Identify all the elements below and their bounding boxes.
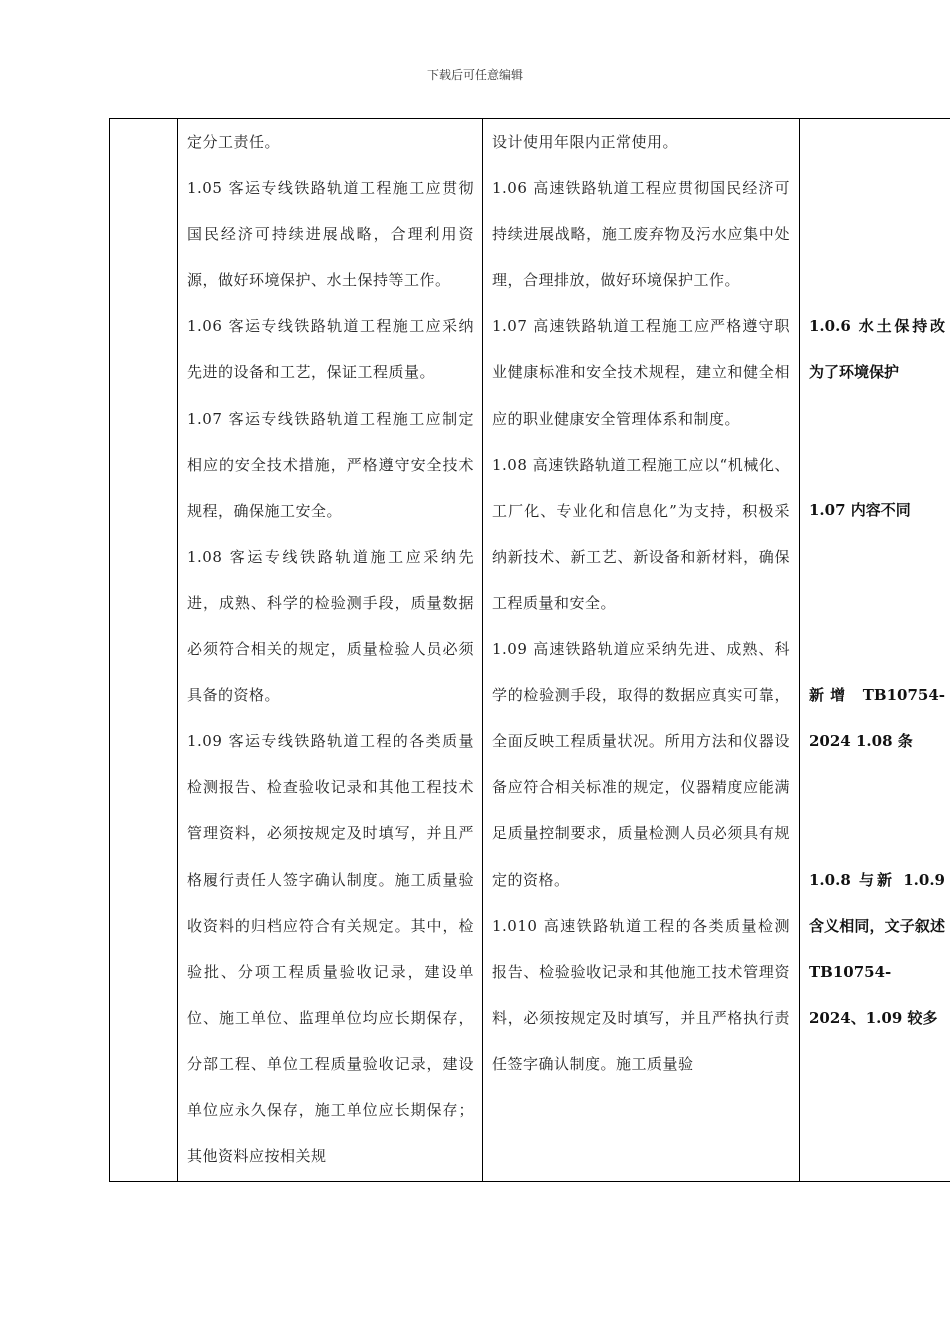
new-clause: 1.08 高速铁路轨道工程施工应以“机械化、工厂化、专业化和信息化”为支持，积极采纳新技术、新工艺、新设备和新材料，确保工程质量和安全。 <box>492 455 790 612</box>
new-clause: 设计使用年限内正常使用。 <box>492 133 679 151</box>
old-clause: 1.06 客运专线铁路轨道工程施工应采纳先进的设备和工艺，保证工程质量。 <box>187 317 474 382</box>
old-clause: 1.09 客运专线铁路轨道工程的各类质量检测报告、检查验收记录和其他工程技术管理资料，必须按规定及时填写，并且严格履行责任人签字确认制度。施工质量验收资料的归档应符合有关规定。其中，检验批、分项工程质量验收记录，建设单位、施工单位、监理单位均应长期保存，分部工程、单位工程质量验收记录，建设单位应永久保存，施工单位应长期保存；其他资料应按相关规 <box>187 732 474 1166</box>
new-clause: 1.09 高速铁路轨道应采纳先进、成熟、科学的检验测手段，取得的数据应真实可靠，全面反映工程质量状况。所用方法和仪器设备应符合相关标准的规定，仪器精度应能满足质量控制要求，质量检测人员必须具有规定的资格。 <box>492 640 790 889</box>
note-item: 新增 TB10754-2024 1.08 条 <box>809 686 945 750</box>
page-header: 下载后可任意编辑 <box>426 68 523 82</box>
index-column <box>110 119 178 1181</box>
old-standard-text <box>187 119 474 1179</box>
old-standard-column <box>178 119 483 1181</box>
note-item: 1.0.6 水土保持改为了环境保护 <box>809 317 945 381</box>
new-clause: 1.06 高速铁路轨道工程应贯彻国民经济可持续进展战略，施工废弃物及污水应集中处理，合理排放，做好环境保护工作。 <box>492 179 790 290</box>
old-clause: 1.05 客运专线铁路轨道工程施工应贯彻国民经济可持续进展战略，合理利用资源，做好环境保护、水土保持等工作。 <box>187 179 474 290</box>
new-standard-text <box>492 119 790 1087</box>
note-item: 1.0.8 与新 1.0.9 含义相同，文子叙述 TB10754-2024、1.09 较多 <box>809 871 945 1027</box>
old-clause: 定分工责任。 <box>187 133 281 151</box>
comparison-table <box>109 118 950 1182</box>
old-clause: 1.07 客运专线铁路轨道工程施工应制定相应的安全技术措施，严格遵守安全技术规程，确保施工安全。 <box>187 409 474 520</box>
new-standard-column <box>483 119 800 1181</box>
new-clause: 1.07 高速铁路轨道工程施工应严格遵守职业健康标准和安全技术规程，建立和健全相应的职业健康安全管理体系和制度。 <box>492 317 790 428</box>
notes-column <box>800 119 950 1181</box>
new-clause: 1.010 高速铁路轨道工程的各类质量检测报告、检验验收记录和其他施工技术管理资料，必须按规定及时填写，并且严格执行责任签字确认制度。施工质量验 <box>492 916 790 1073</box>
note-item: 1.07 内容不同 <box>809 501 911 519</box>
old-clause: 1.08 客运专线铁路轨道施工应采纳先进，成熟、科学的检验测手段，质量数据必须符合相关的规定，质量检验人员必须具备的资格。 <box>187 547 474 705</box>
